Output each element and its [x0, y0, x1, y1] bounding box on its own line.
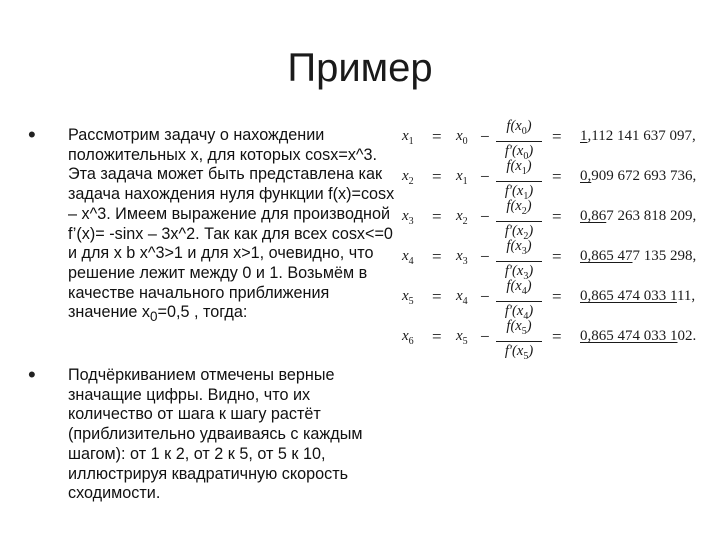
iterate-symbol: $x_1$: [402, 128, 414, 147]
bullet-marker: •: [28, 362, 36, 387]
previous-iterate: $x_1$: [456, 168, 468, 187]
previous-iterate: $x_5$: [456, 328, 468, 347]
iterate-symbol: $x_5$: [402, 288, 414, 307]
iterate-value: 0,865 474 033 111,: [580, 288, 696, 304]
previous-iterate: $x_2$: [456, 208, 468, 227]
equals-sign: =: [432, 327, 442, 346]
page-title: Пример: [287, 46, 433, 90]
paragraph-text-tail: =0,5 , тогда:: [157, 303, 248, 322]
equals-sign: =: [552, 247, 562, 266]
minus-sign: −: [480, 327, 490, 346]
iterate-symbol: $x_3$: [402, 208, 414, 227]
paragraph-text: Рассмотрим задачу о нахождении положительных x, для которых cosx=x^3. Эта задача может быть представлена как задача нахождения нуля функции f(x)=cosx – x^3. Имеем выражение для производной f’(x)= -sinx – 3x^2. Так как для всех cosx<=0 и для x b x^3>1 и для x>1, очевидно, что решение лежит между 0 и 1. Возьмём в качестве начального приближения значение x: [68, 126, 395, 322]
fraction-numerator: $f(x_4)$: [506, 278, 532, 297]
equals-sign: =: [552, 127, 562, 146]
paragraph-problem-statement: [68, 126, 398, 327]
fraction-denominator: $f'(x_0)$: [504, 142, 534, 162]
minus-sign: −: [480, 247, 490, 266]
fraction-numerator: $f(x_2)$: [506, 198, 532, 217]
previous-iterate: $x_4$: [456, 288, 468, 307]
minus-sign: −: [480, 167, 490, 186]
iteration-row: [400, 318, 718, 362]
paragraph-subscript: 0: [150, 309, 158, 325]
bullet-marker: •: [28, 122, 36, 147]
iterate-value: 1,112 141 637 097,: [580, 128, 696, 144]
fraction-denominator: $f'(x_1)$: [504, 182, 534, 202]
fraction-bar: [496, 341, 542, 342]
iteration-row: [400, 158, 718, 202]
iterate-value: 0,865 477 135 298,: [580, 248, 697, 264]
fraction-denominator: $f'(x_5)$: [504, 342, 534, 362]
equals-sign: =: [432, 247, 442, 266]
iteration-row: [400, 238, 718, 282]
fraction-bar: [496, 301, 542, 302]
iterate-value: 0,867 263 818 209,: [580, 208, 697, 224]
newton-fraction: [496, 318, 542, 365]
minus-sign: −: [480, 287, 490, 306]
fraction-bar: [496, 141, 542, 142]
iterate-symbol: $x_2$: [402, 168, 414, 187]
equals-sign: =: [432, 287, 442, 306]
iterate-symbol: $x_6$: [402, 328, 414, 347]
minus-sign: −: [480, 127, 490, 146]
iteration-row: [400, 198, 718, 242]
fraction-denominator: $f'(x_3)$: [504, 262, 534, 282]
equals-sign: =: [552, 287, 562, 306]
fraction-numerator: $f(x_0)$: [506, 118, 532, 137]
fraction-denominator: $f'(x_2)$: [504, 222, 534, 242]
equals-sign: =: [432, 167, 442, 186]
fraction-denominator: $f'(x_4)$: [504, 302, 534, 322]
iteration-row: [400, 278, 718, 322]
newton-iterations-table: [400, 118, 718, 362]
fraction-numerator: $f(x_1)$: [506, 158, 532, 177]
equals-sign: =: [432, 127, 442, 146]
iteration-row: [400, 118, 718, 162]
equals-sign: =: [552, 167, 562, 186]
iterate-value: 0,909 672 693 736,: [580, 168, 697, 184]
iterate-value: 0,865 474 033 102.: [580, 328, 697, 344]
fraction-bar: [496, 261, 542, 262]
equals-sign: =: [432, 207, 442, 226]
previous-iterate: $x_0$: [456, 128, 468, 147]
fraction-bar: [496, 221, 542, 222]
equals-sign: =: [552, 207, 562, 226]
previous-iterate: $x_3$: [456, 248, 468, 267]
fraction-numerator: $f(x_3)$: [506, 238, 532, 257]
paragraph-convergence-note: Подчёркиванием отмечены верные значащие цифры. Видно, что их количество от шага к шагу растёт (приблизительно удваиваясь с каждым шагом): от 1 к 2, от 2 к 5, от 5 к 10, иллюстрируя квадратичную скорость сходимости.: [68, 366, 363, 503]
fraction-numerator: $f(x_5)$: [506, 318, 532, 337]
equals-sign: =: [552, 327, 562, 346]
fraction-bar: [496, 181, 542, 182]
minus-sign: −: [480, 207, 490, 226]
iterate-symbol: $x_4$: [402, 248, 414, 267]
